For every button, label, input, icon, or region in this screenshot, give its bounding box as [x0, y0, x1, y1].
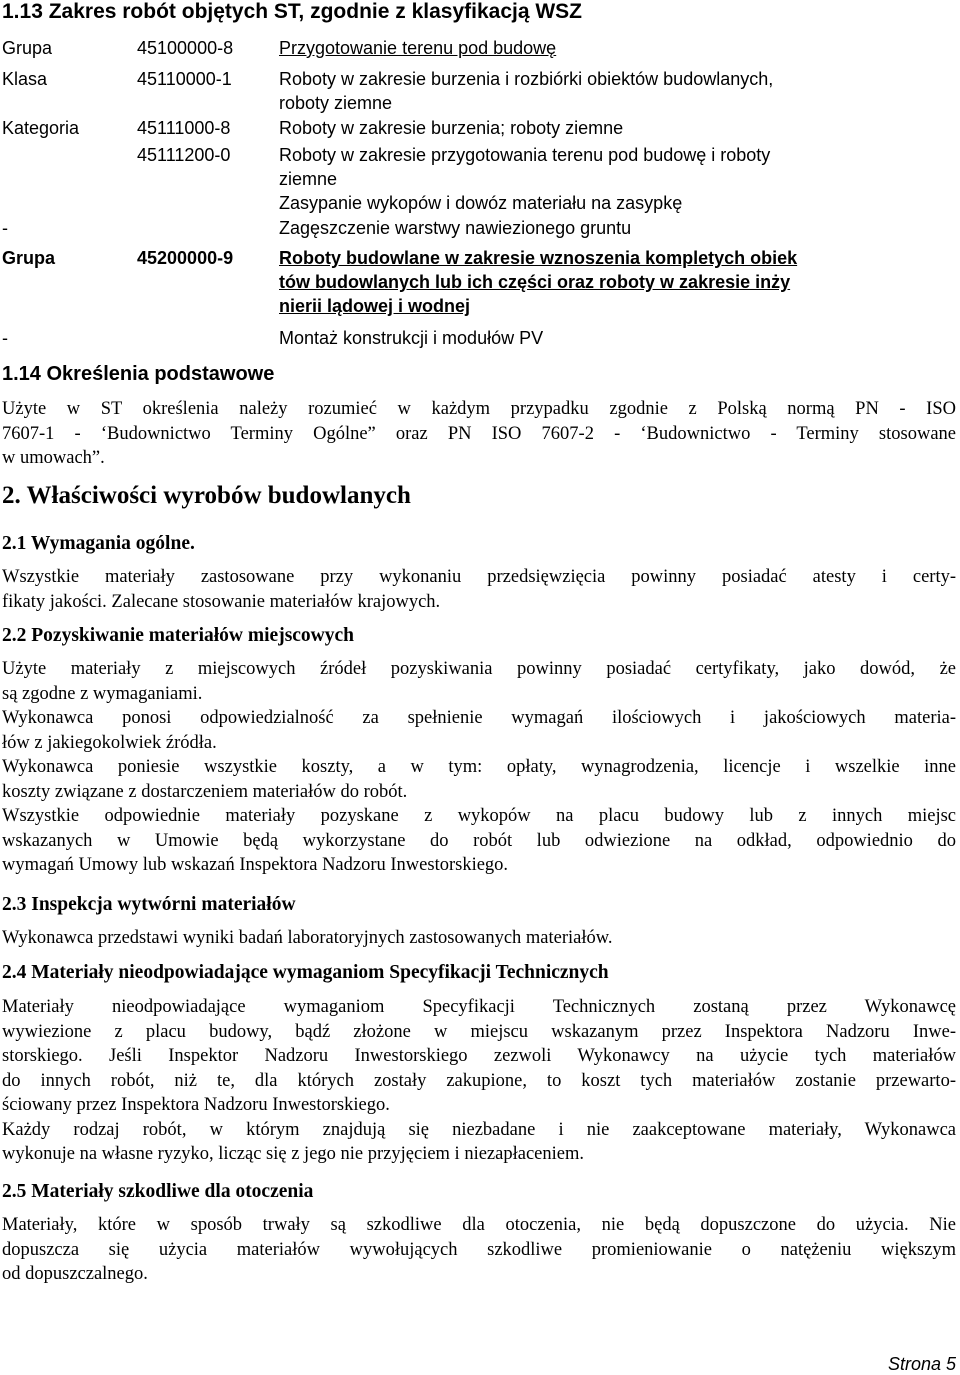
- row-description-line: Roboty w zakresie burzenia; roboty ziemne: [279, 118, 624, 138]
- row-description-line: ziemne: [279, 169, 338, 189]
- row-description: [279, 36, 919, 60]
- paragraph-line: fikaty jakości. Zalecane stosowanie materiałów krajowych.: [2, 591, 441, 612]
- row-description-line: Montaż konstrukcji i modułów PV: [279, 328, 544, 348]
- paragraph-line: Użyte w ST określenia należy rozumieć w każdym przypadku zgodnie z Polską normą PN - ISO: [2, 399, 956, 419]
- row-description: [279, 326, 919, 350]
- section-2-3-heading: 2.3 Inspekcja wytwórni materiałów: [2, 894, 296, 915]
- row-type: Grupa: [2, 248, 56, 268]
- paragraph-line: Wszystkie materiały zastosowane przy wykonaniu przedsięwzięcia powinny posiadać atesty i certy-: [2, 567, 956, 587]
- row-code: 45110000-1: [137, 69, 232, 89]
- paragraph-line: wywiezione z placu budowy, bądź złożone w miejscu wskazanym przez Inspektora Nadzoru Inwe-: [2, 1021, 956, 1042]
- page-number: Strona 5: [887, 1354, 956, 1374]
- section-2-2-text: [2, 657, 956, 878]
- section-2-5-text: [2, 1213, 956, 1287]
- section-2-4-heading: 2.4 Materiały nieodpowiadające wymaganiom Specyfikacji Technicznych: [2, 962, 609, 983]
- paragraph-line: Każdy rodzaj robót, w którym znajdują się niezbadane i nie zaakceptowane materiały, Wykonawca: [2, 1119, 956, 1140]
- row-type: Grupa: [2, 38, 53, 58]
- section-2-3-text: [2, 926, 956, 951]
- section-2-1-text: [2, 565, 956, 614]
- paragraph-line: Wykonawca poniesie wszystkie koszty, a w tym: opłaty, wynagrodzenia, licencje i wszelkie inne: [2, 757, 956, 777]
- row-description-line: nierii lądowej i wodnej: [279, 296, 471, 316]
- section-2-2-heading: 2.2 Pozyskiwanie materiałów miejscowych: [2, 625, 355, 646]
- paragraph-line: są zgodne z wymaganiami.: [2, 683, 203, 704]
- row-type: Klasa: [2, 69, 48, 89]
- row-description-line: Zagęszczenie warstwy nawiezionego gruntu: [279, 218, 632, 238]
- section-2-1-heading: 2.1 Wymagania ogólne.: [2, 533, 195, 554]
- paragraph-line: wymagań Umowy lub wskazań Inspektora Nadzoru Inwestorskiego.: [2, 855, 509, 875]
- paragraph-line: storskiego. Jeśli Inspektor Nadzoru Inwestorskiego zezwoli Wykonawcy na użycie tych materiałów: [2, 1046, 956, 1066]
- row-code: 45111200-0: [137, 145, 231, 165]
- row-description-line: Zasypanie wykopów i dowóz materiału na zasypkę: [279, 193, 683, 213]
- row-description: [279, 246, 919, 318]
- row-description: [279, 67, 919, 115]
- paragraph-line: ściowany przez Inspektora Nadzoru Inwestorskiego.: [2, 1095, 390, 1115]
- section-2-4-text: [2, 995, 956, 1167]
- row-code: 45111000-8: [137, 118, 231, 138]
- paragraph-line: Materiały nieodpowiadające wymaganiom Specyfikacji Technicznych zostaną przez Wykonawcę: [2, 997, 956, 1017]
- row-description-line: Roboty budowlane w zakresie wznoszenia kompletych obiek: [279, 248, 798, 268]
- row-type: Kategoria: [2, 118, 80, 138]
- paragraph-line: koszty związane z dostarczeniem materiałów do robót.: [2, 781, 408, 802]
- section-2-5-heading: 2.5 Materiały szkodliwe dla otoczenia: [2, 1181, 314, 1202]
- paragraph-line: Wykonawca ponosi odpowiedzialność za spełnienie wymagań ilościowych i jakościowych materia-: [2, 708, 956, 728]
- paragraph-line: Materiały, które w sposób trwały są szkodliwe dla otoczenia, nie będą dopuszczone do użycia. Nie: [2, 1215, 956, 1235]
- paragraph-line: od dopuszczalnego.: [2, 1264, 148, 1284]
- row-description-line: Roboty w zakresie przygotowania terenu pod budowę i roboty: [279, 145, 771, 165]
- paragraph-line: do innych robót, niż te, dla których zostały zakupione, to koszt tych materiałów zostanie przewarto-: [2, 1070, 956, 1091]
- row-description-line: roboty ziemne: [279, 93, 393, 113]
- row-description-line: Roboty w zakresie burzenia i rozbiórki obiektów budowlanych,: [279, 69, 774, 89]
- paragraph-line: Użyte materiały z miejscowych źródeł pozyskiwania powinny posiadać certyfikaty, jako dowód, że: [2, 659, 956, 679]
- row-description: [279, 116, 919, 140]
- paragraph-line: Wszystkie odpowiednie materiały pozyskane z wykopów na placu budowy lub z innych miejsc: [2, 806, 956, 826]
- section-2-heading: 2. Właściwości wyrobów budowlanych: [2, 482, 411, 509]
- section-1-14-heading: 1.14 Określenia podstawowe: [2, 363, 275, 385]
- paragraph-line: łów z jakiegokolwiek źródła.: [2, 732, 217, 753]
- row-type: -: [2, 218, 8, 238]
- section-1-13-heading: 1.13 Zakres robót objętych ST, zgodnie z klasyfikacją WSZ: [2, 0, 583, 23]
- row-description: [279, 216, 919, 240]
- row-description: [279, 143, 919, 215]
- row-description-line: tów budowlanych lub ich części oraz roboty w zakresie inży: [279, 272, 791, 292]
- paragraph-line: wskazanych w Umowie będą wykorzystane do robót lub odwiezione na odkład, odpowiednio do: [2, 830, 956, 851]
- row-description-line: Przygotowanie terenu pod budowę: [279, 38, 557, 58]
- paragraph-line: dopuszcza się użycia materiałów wywołujących szkodliwe promieniowanie o natężeniu większym: [2, 1239, 956, 1260]
- section-1-14-text: [2, 397, 956, 471]
- row-code: 45100000-8: [137, 38, 234, 58]
- paragraph-line: w umowach”.: [2, 448, 105, 468]
- row-code: 45200000-9: [137, 248, 234, 268]
- paragraph-line: 7607-1 - ‘Budownictwo Terminy Ogólne” oraz PN ISO 7607-2 - ‘Budownictwo - Terminy stosowane: [2, 423, 956, 444]
- row-type: -: [2, 328, 8, 348]
- paragraph-line: Wykonawca przedstawi wyniki badań laboratoryjnych zastosowanych materiałów.: [2, 928, 613, 948]
- paragraph-line: wykonuje na własne ryzyko, licząc się z jego nie przyjęciem i niezapłaceniem.: [2, 1144, 584, 1164]
